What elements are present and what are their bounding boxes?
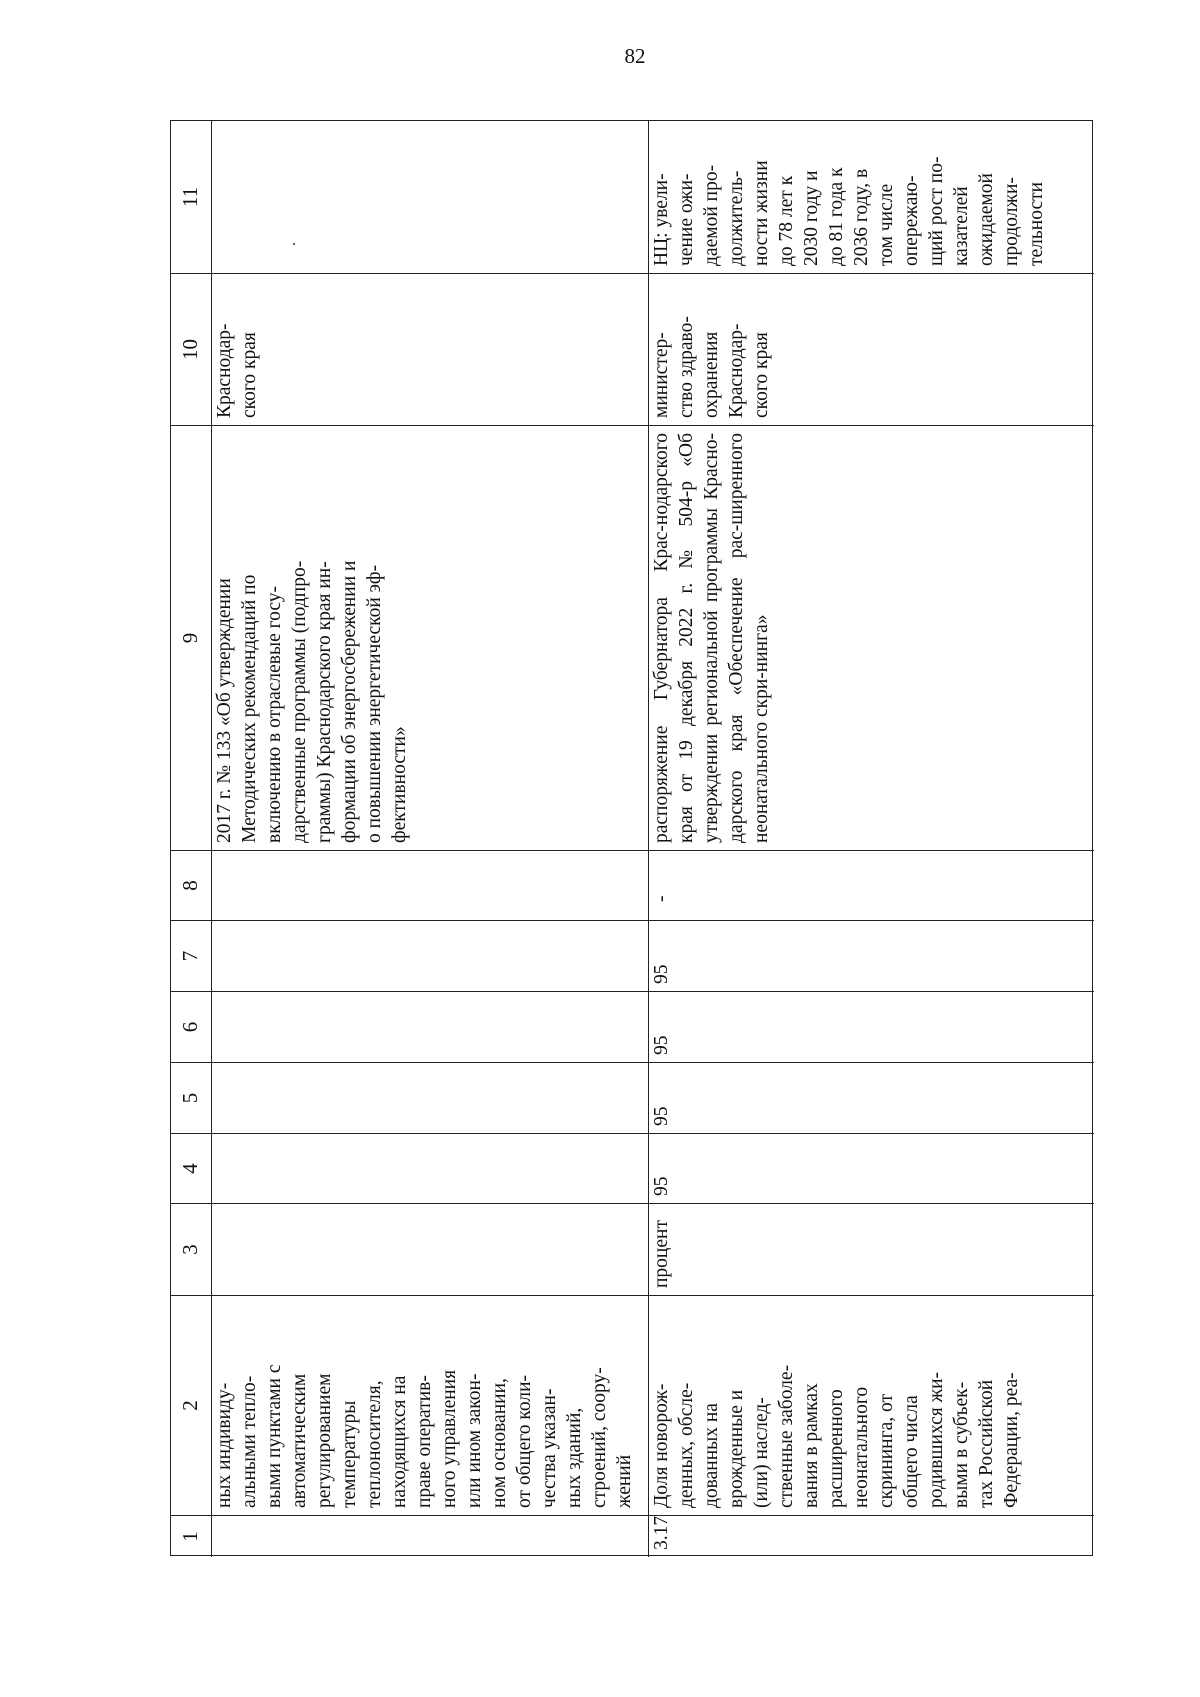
table-row — [211, 121, 648, 1557]
column-header: 9 — [171, 425, 211, 850]
table-header-row — [171, 121, 211, 1557]
page-number: 82 — [624, 44, 646, 68]
value-cell: 95 — [649, 1062, 1094, 1133]
column-header: 2 — [171, 1295, 211, 1515]
value-cell: 95 — [649, 991, 1094, 1062]
unit-cell: процент — [649, 1203, 1094, 1295]
value-cell — [212, 850, 648, 920]
value-cell: 95 — [649, 920, 1094, 991]
row-number-cell: 3.17 — [649, 1515, 1094, 1557]
value-cell — [212, 1062, 648, 1133]
column-header: 5 — [171, 1062, 211, 1133]
column-header: 10 — [171, 273, 211, 425]
column-header: 8 — [171, 850, 211, 920]
column-header: 1 — [171, 1515, 211, 1557]
column-header: 4 — [171, 1133, 211, 1203]
goal-cell — [212, 121, 648, 273]
indicator-name-cell: ных индивиду- альными тепло- выми пунктами с автоматическим регулированием температуры теплоносителя, находящихся на праве оператив- ного управления или ином закон- ном основании, от общего коли- чества указан- ных зданий, строений, соору- жений — [212, 1295, 648, 1515]
value-cell: - — [649, 850, 1094, 920]
value-cell — [212, 991, 648, 1062]
unit-cell — [212, 1203, 648, 1295]
value-cell — [212, 920, 648, 991]
table-row — [648, 121, 1094, 1557]
stray-mark: . — [282, 242, 299, 246]
column-header: 3 — [171, 1203, 211, 1295]
column-header: 7 — [171, 920, 211, 991]
goal-cell: НЦ: увели- чение ожи- даемой про- должитель- ности жизни до 78 лет к 2030 году и до 81 года к 2036 году, в том числе опережаю- щий рост по- казателей ожидаемой продолжи- тельности — [651, 156, 1047, 266]
responsible-body-cell: Краснодар- ского края — [212, 273, 648, 425]
column-header: 6 — [171, 991, 211, 1062]
data-table — [170, 120, 1093, 1556]
column-header: 11 — [178, 186, 202, 208]
document-basis-cell: распоряжение Губернатора Крас-нодарского края от 19 декабря 2022 г. № 504-р «Об утверждении региональной программы Красно-дарского края «Обеспечение рас-ширенного неонатального скри-нинга» — [649, 425, 1094, 850]
responsible-body-cell: министер- ство здраво- охранения Краснодар- ского края — [649, 273, 1094, 425]
indicator-name-cell: Доля новорож- денных, обсле- дованных на врожденные и (или) наслед- ственные заболе- вания в рамках расширенного неонатального скрининга, от общего числа родившихся жи- выми в субъек- тах Российской Федерации, реа- — [649, 1295, 1094, 1515]
value-cell: 95 — [649, 1133, 1094, 1203]
row-number-cell — [212, 1515, 648, 1557]
value-cell — [212, 1133, 648, 1203]
document-basis-cell: 2017 г. № 133 «Об утверждении Методических рекомендаций по включению в отраслевые госу- дарственные программы (подпро- граммы) Краснодарского края ин- формации об энергосбережении и о повышении энергетической эф- фективности» — [212, 425, 648, 850]
